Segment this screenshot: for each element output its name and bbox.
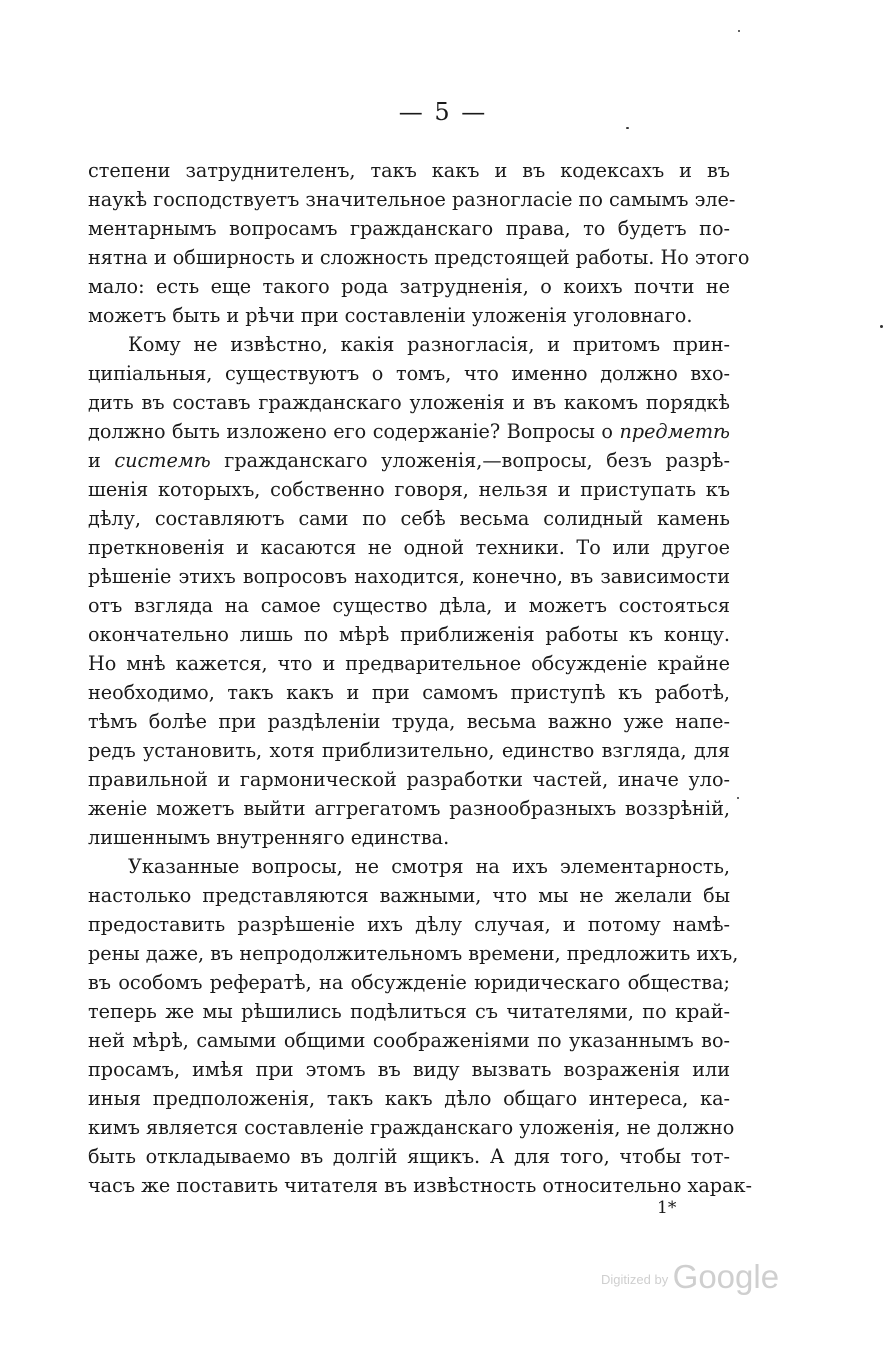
text-line: нятна и обширность и сложность предстоящей работы. Но этого xyxy=(88,246,750,269)
text-line: дѣлу, составляютъ сами по себѣ весьма солидный камень xyxy=(88,507,730,530)
text-line: ментарнымъ вопросамъ гражданскаго права, то будетъ по- xyxy=(88,217,730,240)
text-line: предоставить разрѣшеніе ихъ дѣлу случая, и потому намѣ- xyxy=(88,913,730,936)
text-line: ципіальныя, существуютъ о томъ, что именно должно вхо- xyxy=(88,362,730,385)
text-line: шенія которыхъ, собственно говоря, нельзя и приступать къ xyxy=(88,478,730,501)
body-text xyxy=(88,156,752,1200)
italic-term: системѣ xyxy=(114,449,211,472)
text-line: необходимо, такъ какъ и при самомъ приступѣ къ работѣ, xyxy=(88,681,730,704)
text-line: часъ же поставить читателя въ извѣстность относительно харак- xyxy=(88,1174,752,1197)
text-line: преткновенія и касаются не одной техники. То или другое xyxy=(88,536,730,559)
text-line: степени затруднителенъ, такъ какъ и въ кодексахъ и въ xyxy=(88,159,730,182)
text-line: рѣшеніе этихъ вопросовъ находится, конечно, въ зависимости xyxy=(88,565,730,588)
paragraph-start-line: Указанные вопросы, не смотря на ихъ элементарность, xyxy=(128,855,730,878)
text-line: ней мѣрѣ, самыми общими соображеніями по указаннымъ во- xyxy=(88,1029,730,1052)
text-line: женіе можетъ выйти аггрегатомъ разнообразныхъ воззрѣній, xyxy=(88,797,730,820)
text-line: тѣмъ болѣе при раздѣленіи труда, весьма важно уже напе- xyxy=(88,710,730,733)
text-segment: должно быть изложено его содержаніе? Вопросы о xyxy=(88,420,613,443)
text-line: можетъ быть и рѣчи при составленіи уложенія уголовнаго. xyxy=(88,304,693,327)
text-line: настолько представляются важными, что мы не желали бы xyxy=(88,884,730,907)
text-line: дить въ составъ гражданскаго уложенія и въ какомъ порядкѣ xyxy=(88,391,730,414)
text-line: рены даже, въ непродолжительномъ времени, предложить ихъ, xyxy=(88,942,739,965)
text-line-with-italic xyxy=(88,417,730,446)
page-number: — 5 — xyxy=(398,98,488,126)
paragraph-start-line: Кому не извѣстно, какія разногласія, и притомъ прин- xyxy=(128,333,730,356)
text-segment: и xyxy=(88,449,101,472)
ink-speck xyxy=(880,325,883,328)
text-line: иныя предположенія, такъ какъ дѣло общаго интереса, ка- xyxy=(88,1087,730,1110)
text-line: редъ установить, хотя приблизительно, единство взгляда, для xyxy=(88,739,730,762)
italic-term: предметѣ xyxy=(619,420,730,443)
text-line: Но мнѣ кажется, что и предварительное обсужденіе крайне xyxy=(88,652,730,675)
text-line: правильной и гармонической разработки частей, иначе уло- xyxy=(88,768,730,791)
text-line: кимъ является составленіе гражданскаго уложенія, не должно xyxy=(88,1116,735,1139)
text-line: быть откладываемо въ долгій ящикъ. А для того, чтобы тот- xyxy=(88,1145,730,1168)
text-line: окончательно лишь по мѣрѣ приближенія работы къ концу. xyxy=(88,623,730,646)
signature-mark: 1* xyxy=(657,1198,677,1218)
text-line: лишеннымъ внутренняго единства. xyxy=(88,826,450,849)
text-line: мало: есть еще такого рода затрудненія, о коихъ почти не xyxy=(88,275,730,298)
text-line: въ особомъ рефератѣ, на обсужденіе юридическаго общества; xyxy=(88,971,730,994)
text-line: просамъ, имѣя при этомъ въ виду вызвать возраженія или xyxy=(88,1058,730,1081)
text-line: теперь же мы рѣшились подѣлиться съ читателями, по край- xyxy=(88,1000,730,1023)
text-line: наукѣ господствуетъ значительное разногласіе по самымъ эле- xyxy=(88,188,736,211)
ink-speck xyxy=(626,127,629,129)
text-line: отъ взгляда на самое существо дѣла, и можетъ состояться xyxy=(88,594,730,617)
text-line-with-italic xyxy=(88,446,730,475)
ink-speck xyxy=(738,30,740,32)
watermark-brand: Google xyxy=(672,1258,780,1295)
watermark-prefix: Digitized by xyxy=(601,1272,669,1287)
ink-speck xyxy=(737,797,739,799)
digitized-watermark xyxy=(601,1258,779,1296)
text-segment: гражданскаго уложенія,—вопросы, безъ разрѣ- xyxy=(224,449,730,472)
